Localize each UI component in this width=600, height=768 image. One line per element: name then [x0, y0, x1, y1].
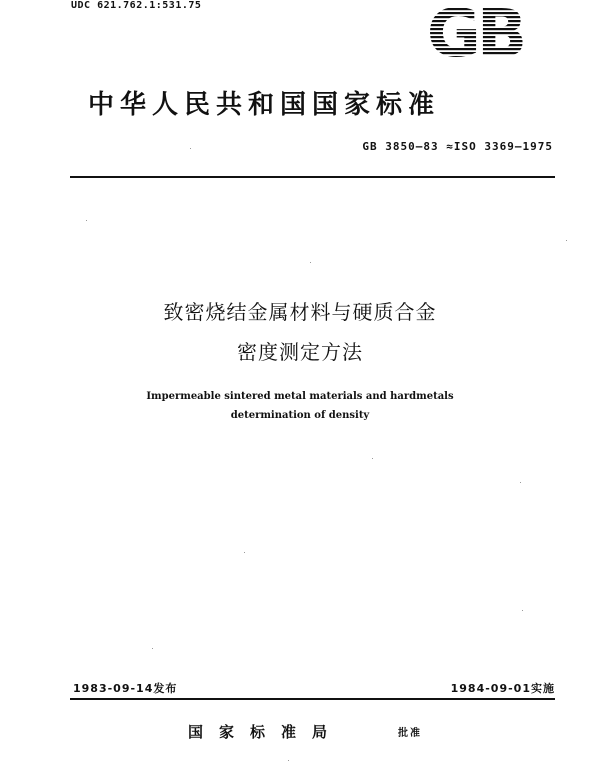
scan-speck: [86, 220, 87, 221]
scan-speck: [566, 240, 567, 241]
scan-speck: [372, 458, 373, 459]
scan-speck: [244, 552, 245, 553]
title-en-line2: determination of density: [230, 410, 370, 421]
scan-speck: [310, 262, 311, 263]
footer-divider: [70, 698, 555, 700]
scan-speck: [190, 148, 191, 149]
scan-speck: [152, 648, 153, 649]
issuing-bureau: 国家标准局: [188, 723, 344, 741]
gb-logo: [410, 0, 540, 62]
header-divider: [70, 176, 555, 178]
title-cn-line2: 密度测定方法: [237, 340, 363, 364]
title-en-line1: Impermeable sintered metal materials and hardmetals: [146, 391, 454, 402]
scan-speck: [522, 610, 523, 611]
scan-speck: [288, 760, 289, 761]
scan-speck: [520, 482, 521, 483]
approval-mark: 批准: [398, 728, 422, 739]
org-title: 中华人民共和国国家标准: [88, 90, 441, 120]
gb-logo-text: GB: [426, 0, 524, 62]
standard-number: GB 3850—83 ≈ISO 3369—1975: [362, 140, 553, 153]
issue-date: 1983-09-14发布: [73, 682, 178, 695]
implementation-date: 1984-09-01实施: [450, 682, 555, 695]
udc-code: UDC 621.762.1:531.75: [71, 0, 202, 11]
title-cn-line1: 致密烧结金属材料与硬质合金: [163, 300, 437, 324]
